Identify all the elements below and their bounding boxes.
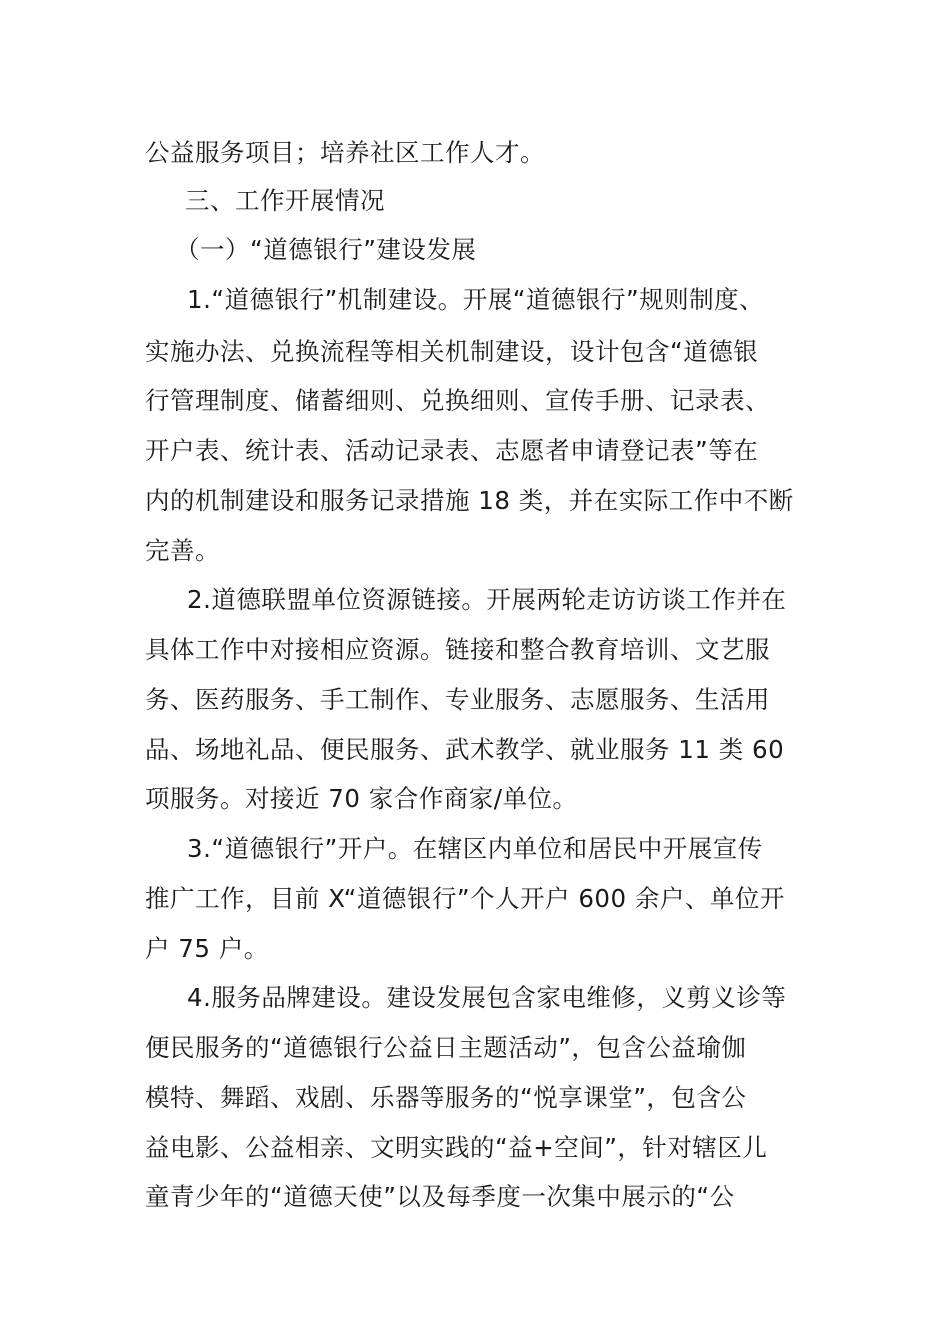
text-line: 益电影、公益相亲、文明实践的“益+空间”，针对辖区儿 bbox=[145, 1133, 768, 1162]
text-line: 项服务。对接近 70 家合作商家/单位。 bbox=[145, 784, 578, 813]
text-line: 实施办法、兑换流程等相关机制建设，设计包含“道德银 bbox=[145, 337, 759, 366]
text-line: 内的机制建设和服务记录措施 18 类，并在实际工作中不断 bbox=[145, 486, 794, 515]
text-line: 具体工作中对接相应资源。链接和整合教育培训、文艺服 bbox=[145, 635, 770, 664]
text-line: 户 75 户。 bbox=[145, 934, 269, 963]
text-line: 1.“道德银行”机制建设。开展“道德银行”规则制度、 bbox=[187, 285, 765, 314]
text-line: 务、医药服务、手工制作、专业服务、志愿服务、生活用 bbox=[145, 685, 770, 714]
text-line: 童青少年的“道德天使”以及每季度一次集中展示的“公 bbox=[145, 1182, 735, 1211]
text-line: 完善。 bbox=[145, 536, 220, 565]
section-heading: 三、工作开展情况 bbox=[185, 186, 385, 215]
text-line: 便民服务的“道德银行公益日主题活动”，包含公益瑜伽 bbox=[145, 1033, 747, 1062]
text-line: 2.道德联盟单位资源链接。开展两轮走访访谈工作并在 bbox=[187, 585, 787, 614]
text-line: 品、场地礼品、便民服务、武术教学、就业服务 11 类 60 bbox=[145, 735, 785, 764]
text-line: 推广工作，目前 X“道德银行”个人开户 600 余户、单位开 bbox=[145, 884, 785, 913]
text-line: 行管理制度、储蓄细则、兑换细则、宣传手册、记录表、 bbox=[145, 386, 770, 415]
text-line: 4.服务品牌建设。建设发展包含家电维修，义剪义诊等 bbox=[187, 983, 787, 1012]
text-line: 模特、舞蹈、戏剧、乐器等服务的“悦享课堂”，包含公 bbox=[145, 1083, 747, 1112]
text-line: 3.“道德银行”开户。在辖区内单位和居民中开展宣传 bbox=[187, 834, 763, 863]
text-line: 开户表、统计表、活动记录表、志愿者申请登记表”等在 bbox=[145, 436, 759, 465]
text-line: 公益服务项目；培养社区工作人才。 bbox=[145, 138, 545, 167]
subsection-heading: （一）“道德银行”建设发展 bbox=[175, 235, 477, 264]
